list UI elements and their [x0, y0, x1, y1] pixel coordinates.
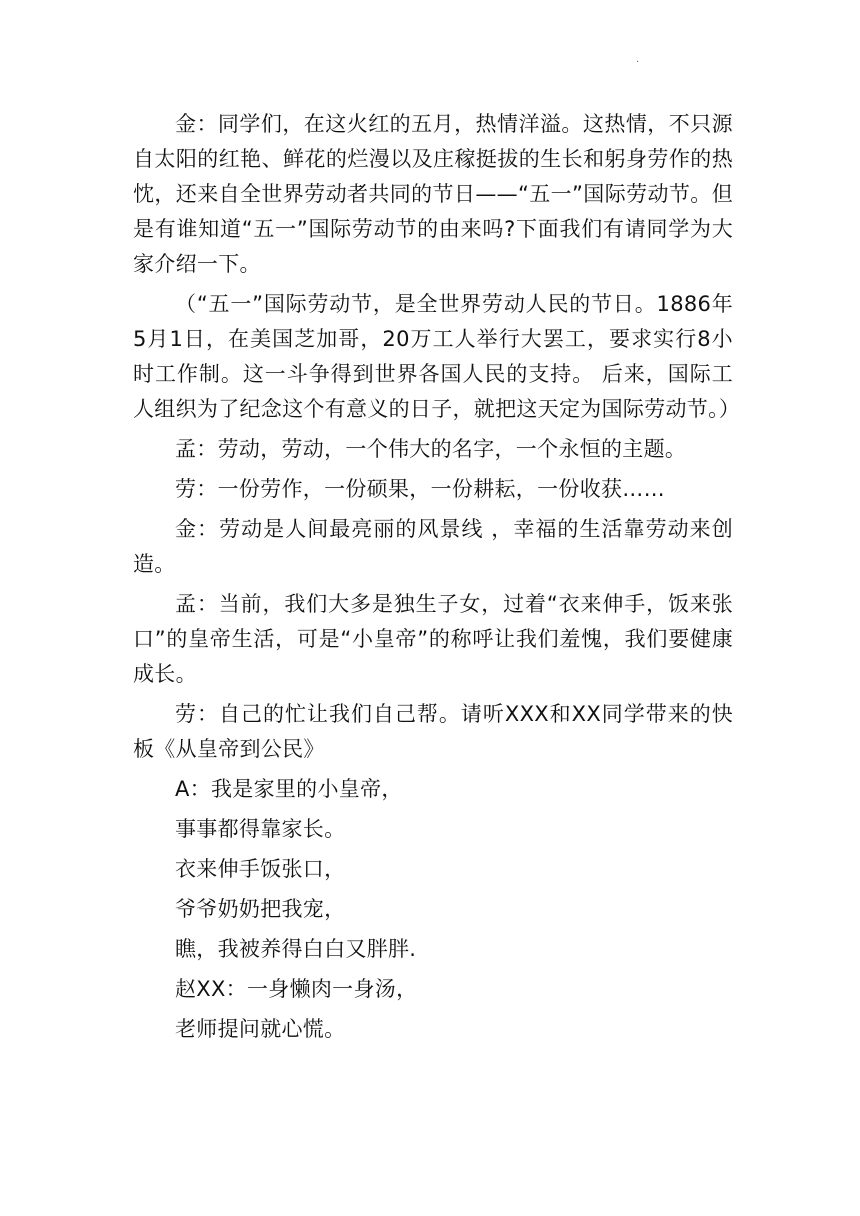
paragraph-lao-kuaiban: 劳：自己的忙让我们自己帮。请听XXX和XX同学带来的快板《从皇帝到公民》 — [133, 702, 733, 761]
header-mark: · — [636, 57, 640, 68]
verse-line: 事事都得靠家长。 — [175, 817, 346, 841]
verse-line: 老师提问就心慌。 — [175, 1017, 346, 1041]
verse-line: 衣来伸手饭张口， — [175, 857, 346, 881]
verse-line: 瞧，我被养得白白又胖胖. — [175, 937, 417, 961]
paragraph-lao-harvest: 劳：一份劳作，一份硕果，一份耕耘，一份收获…… — [175, 477, 665, 501]
paragraph-may-day-origin: （“五一”国际劳动节，是全世界劳动人民的节日。1886年5月1日，在美国芝加哥，20万工人举行大罢工，要求实行8小时工作制。这一斗争得到世界各国人民的支持。 后来，国际工人组织为了纪念这个有意义的日子，就把这天定为国际劳动节。） — [133, 292, 741, 421]
verse-line: 赵XX：一身懒肉一身汤， — [175, 977, 418, 1001]
paragraph-intro-jin: 金：同学们，在这火红的五月，热情洋溢。这热情，不只源自太阳的红艳、鲜花的烂漫以及庄稼挺拔的生长和躬身劳作的热忱，还来自全世界劳动者共同的节日——“五一”国际劳动节。但是有谁知道“五一”国际劳动节的由来吗?下面我们有请同学为大家介绍一下。 — [133, 112, 733, 276]
paragraph-meng-emperor: 孟：当前，我们大多是独生子女，过着“衣来伸手，饭来张口”的皇帝生活，可是“小皇帝”的称呼让我们羞愧，我们要健康成长。 — [133, 592, 733, 686]
paragraph-jin-scenery: 金：劳动是人间最亮丽的风景线 ，幸福的生活靠劳动来创造。 — [133, 517, 733, 576]
document-body — [133, 107, 741, 1052]
paragraph-meng-labor: 孟：劳动，劳动，一个伟大的名字，一个永恒的主题。 — [175, 437, 687, 461]
verse-line: A：我是家里的小皇帝， — [175, 777, 403, 801]
verse-line: 爷爷奶奶把我宠， — [175, 897, 346, 921]
